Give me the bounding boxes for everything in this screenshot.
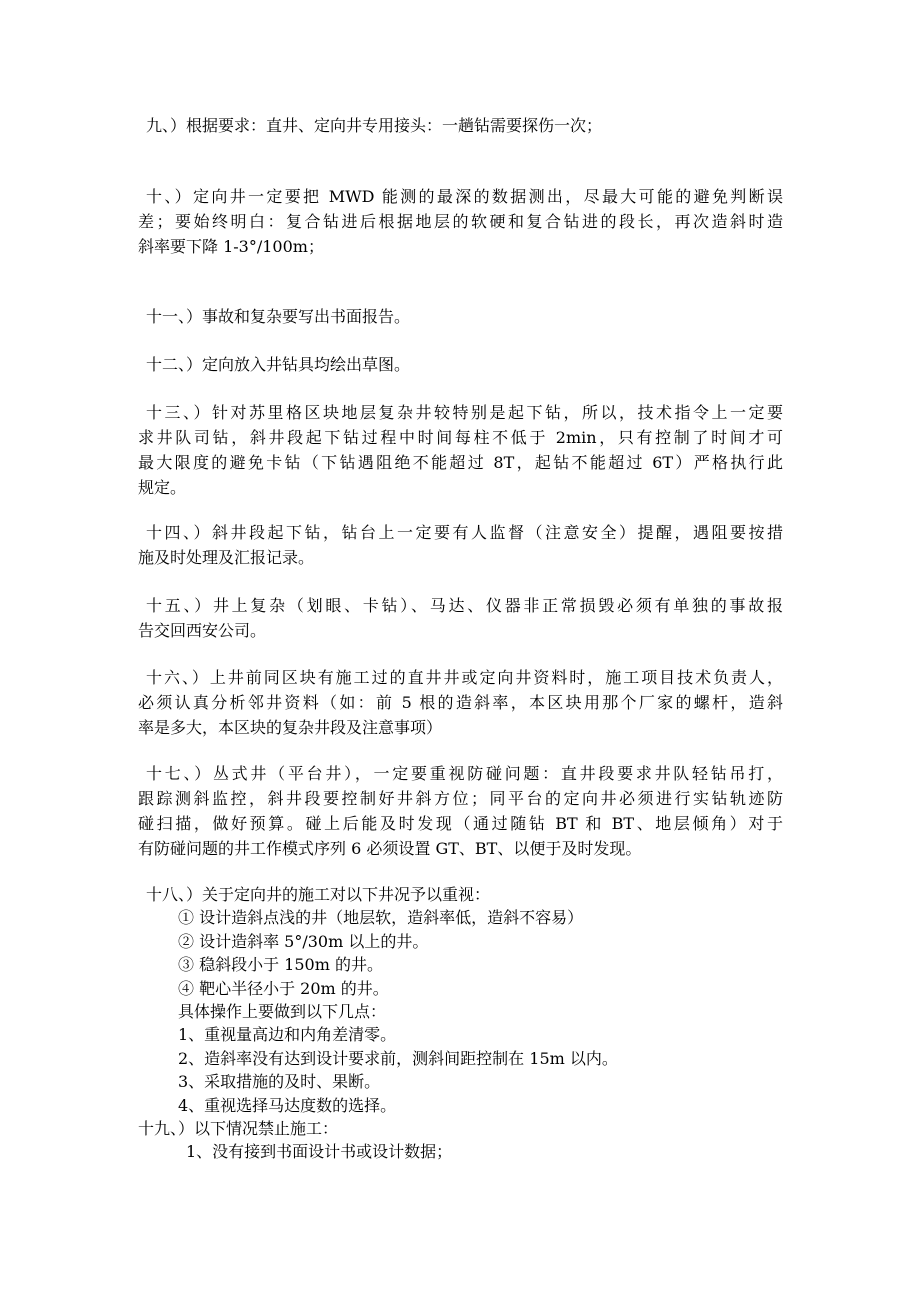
list-item: ③ 稳斜段小于 150m 的井。 [178, 955, 383, 975]
paragraph-line: 碰扫描，做好预算。碰上后能及时发现（通过随钻 BT 和 BT、地层倾角）对于 [138, 814, 783, 833]
section-title: 十九、）以下情况禁止施工： [138, 1119, 339, 1138]
paragraph-12 [138, 352, 783, 377]
paragraph-line: 跟踪测斜监控，斜井段要控制好井斜方位；同平台的定向井必须进行实钻轨迹防 [138, 789, 783, 808]
list-item: 1、重视量高边和内角差清零。 [178, 1025, 397, 1045]
section-19 [138, 1117, 783, 1164]
paragraph-9 [138, 113, 783, 138]
list-item: ④ 靶心半径小于 20m 的井。 [178, 978, 389, 998]
paragraph-14 [138, 520, 783, 570]
paragraph-line: 九、）根据要求：直井、定向井专用接头：一趟钻需要探伤一次； [146, 116, 603, 135]
paragraph-line: 有防碰问题的井工作模式序列 6 必须设置 GT、BT、以便于及时发现。 [138, 839, 642, 858]
paragraph-line: 最大限度的避免卡钻（下钻遇阻绝不能超过 8T，起钻不能超过 6T）严格执行此 [138, 453, 783, 472]
paragraph-line: 十七、）丛式井（平台井），一定要重视防碰问题：直井段要求井队轻钻吊打， [146, 764, 783, 783]
paragraph-15 [138, 593, 783, 643]
paragraph-line: 斜率要下降 1-3°/100m； [138, 237, 324, 256]
paragraph-line: 十二、）定向放入井钻具均绘出草图。 [146, 355, 411, 374]
paragraph-16 [138, 665, 783, 740]
paragraph-line: 十三、）针对苏里格区块地层复杂井较特别是起下钻，所以，技术指令上一定要 [146, 403, 783, 422]
paragraph-17 [138, 761, 783, 861]
paragraph-line: 规定。 [138, 478, 187, 497]
list-item: 2、造斜率没有达到设计要求前，测斜间距控制在 15m 以内。 [178, 1048, 618, 1068]
paragraph-line: 率是多大，本区块的复杂井段及注意事项） [138, 718, 443, 737]
paragraph-13 [138, 400, 783, 500]
paragraph-line: 十四、）斜井段起下钻，钻台上一定要有人监督（注意安全）提醒，遇阻要按措 [146, 523, 783, 542]
paragraph-line: 差；要始终明白：复合钻进后根据地层的软硬和复合钻进的段长，再次造斜时造 [138, 212, 783, 231]
list-item: ① 设计造斜点浅的井（地层软，造斜率低，造斜不容易） [178, 908, 584, 928]
list-item: 4、重视选择马达度数的选择。 [178, 1095, 397, 1115]
paragraph-line: 十一、）事故和复杂要写出书面报告。 [146, 307, 411, 326]
paragraph-line: 十六、）上井前同区块有施工过的直井井或定向井资料时，施工项目技术负责人， [146, 668, 783, 687]
paragraph-line: 十五、）井上复杂（划眼、卡钻）、马达、仪器非正常损毁必须有单独的事故报 [146, 596, 783, 615]
paragraph-11 [138, 304, 783, 329]
section-18 [138, 883, 783, 1117]
paragraph-line: 告交回西安公司。 [138, 621, 267, 640]
paragraph-line: 施及时处理及汇报记录。 [138, 548, 315, 567]
paragraph-10 [138, 184, 783, 259]
paragraph-line: 求井队司钻，斜井段起下钻过程中时间每柱不低于 2min，只有控制了时间才可 [138, 428, 783, 447]
list-item: ② 设计造斜率 5°/30m 以上的井。 [178, 931, 429, 951]
paragraph-line: 十、）定向井一定要把 MWD 能测的最深的数据测出，尽最大可能的避免判断误 [146, 187, 783, 206]
list-item: 1、没有接到书面设计书或设计数据； [186, 1142, 453, 1162]
list-item: 3、采取措施的及时、果断。 [178, 1072, 381, 1092]
paragraph-line: 必须认真分析邻井资料（如：前 5 根的造斜率，本区块用那个厂家的螺杆，造斜 [138, 693, 783, 712]
section-title: 十八、）关于定向井的施工对以下井况予以重视： [146, 885, 491, 904]
sub-heading: 具体操作上要做到以下几点： [178, 1001, 387, 1021]
